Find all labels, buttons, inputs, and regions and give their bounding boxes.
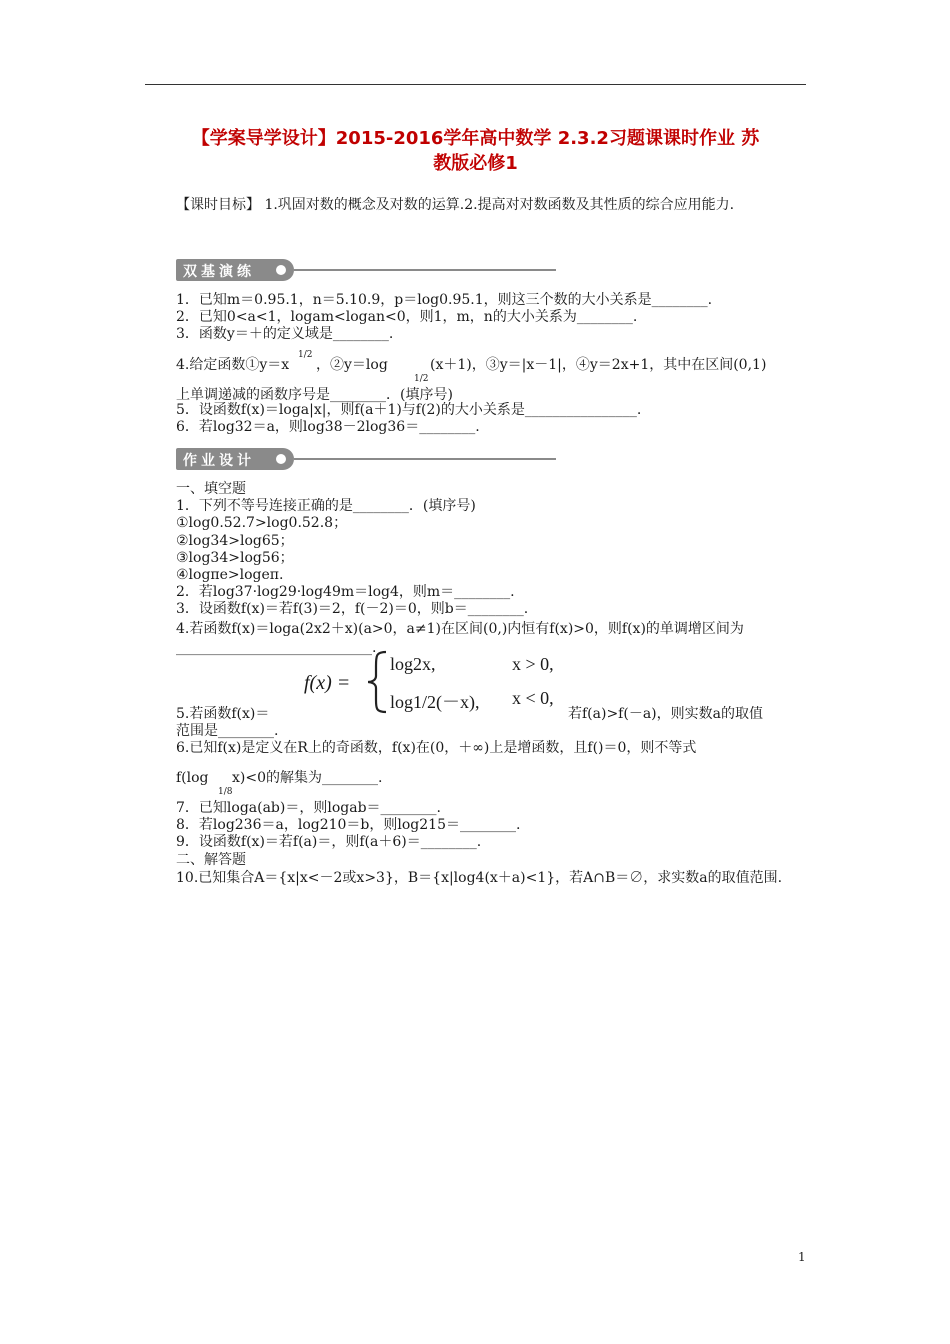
basics-exercise-4 [176,343,808,405]
item4-part-b: ，②y＝log [316,357,388,373]
item6-part-b: f(log [176,770,209,787]
banner-dot-icon [276,265,286,275]
piecewise-row1-expr: log2x, [390,654,436,674]
banner-label: 作业设计 [183,453,255,469]
homework-exercises-b [176,800,808,888]
title-line-2: 教版必修1 [433,153,518,174]
piecewise-row2-cond: x < 0, [512,688,554,708]
title-line-1: 【学案导学设计】2015-2016学年高中数学 2.3.2习题课课时作业 苏 [191,128,760,149]
exercise-item: 1．已知m＝0.95.1，n＝5.10.9，p＝log0.95.1，则这三个数的大小关系是________. [176,292,713,308]
choice-item: ④logπe>logeπ. [176,567,284,584]
exercise-item: 2．若log37·log29·log49m＝log4，则m＝________. [176,584,515,601]
choice-item: ①log0.52.7>log0.52.8； [176,515,348,532]
exercise-item-5-line-2: 范围是________. [176,723,279,739]
exercise-item: 2．已知0<a<1，logam<logan<0，则1，m，n的大小关系为________. [176,309,638,326]
document-title [145,126,806,176]
exercise-item: 6．若log32＝a，则log38－2log36＝________. [176,419,480,436]
exercise-item-6-line-1: 6.已知f(x)是定义在R上的奇函数，f(x)在(0，＋∞)上是增函数，且f()＝0，则不等式 [176,740,697,756]
exercise-item: 9．设函数f(x)＝若f(a)＝，则f(a＋6)＝________. [176,834,482,851]
banner-line [294,458,556,460]
item6-subscript: 1/8 [218,787,233,798]
banner-dot-icon [276,454,286,464]
lesson-objective: 【课时目标】 1.巩固对数的概念及对数的运算.2.提高对对数函数及其性质的综合应用能力. [176,197,735,213]
item4-part-c: (x＋1)，③y＝|x－1|，④y＝2x+1，其中在区间(0,1) [430,357,767,373]
banner-label: 双基演练 [183,264,255,280]
item5-part-a: 5.若函数f(x)＝ [176,706,270,722]
homework-exercise-6 [176,740,808,800]
exercise-item: 3．设函数f(x)＝若f(3)＝2，f(－2)＝0，则b＝________. [176,601,529,618]
choice-item: ③log34>log56； [176,549,294,566]
choice-item: ②log34>log65； [176,532,294,549]
exercise-item-4-line-2: 上单调递减的函数序号是________．(填序号) [176,387,453,403]
exercise-item-10: 10.已知集合A＝{x|x<－2或x>3}，B＝{x|log4(x＋a)<1}，若A∩B＝∅，求实数a的取值范围. [176,869,783,886]
piecewise-row2-expr: log1/2(－x), [390,692,480,712]
exercise-item-4: 4.若函数f(x)＝loga(2x2＋x)(a>0，a≠1)在区间(0,)内恒有f(x)>0，则f(x)的单调增区间为____________________________. [176,620,744,656]
banner-line [294,269,556,271]
basics-exercises-b [176,402,808,436]
basics-exercises-a [176,292,808,344]
banner-pill [176,448,294,470]
header-rule [145,84,806,85]
page-number: 1 [798,1250,806,1264]
item4-part-a: 4.给定函数①y＝x [176,357,290,373]
item4-subscript: 1/2 [414,374,429,384]
exercise-item: 3．函数y＝＋的定义域是________. [176,326,394,343]
item6-part-c: x)<0的解集为________. [232,770,383,787]
exercise-item-6-line-2 [176,760,808,800]
exercise-item: 8．若log236＝a，log210＝b，则log215＝________. [176,817,521,834]
homework-fill-in [176,481,808,658]
exercise-item: 5．设函数f(x)＝loga|x|，则f(a＋1)与f(2)的大小关系是________________. [176,402,642,418]
exercise-item-4-line-1 [176,343,808,383]
item5-part-b: 若f(a)>f(－a)，则实数a的取值 [568,706,763,722]
item4-exponent: 1/2 [298,350,313,360]
homework-exercise-5 [176,706,808,740]
exercise-item: 7．已知loga(ab)＝，则logab＝________. [176,800,441,816]
part-heading: 一、填空题 [176,481,246,497]
exercise-item-5-line-1 [176,706,808,723]
piecewise-row1-cond: x > 0, [512,654,554,674]
banner-pill [176,259,294,281]
exercise-item: 1．下列不等号连接正确的是________．(填序号) [176,498,476,515]
part-heading: 二、解答题 [176,851,246,868]
piecewise-lhs: f(x) = [304,672,351,694]
